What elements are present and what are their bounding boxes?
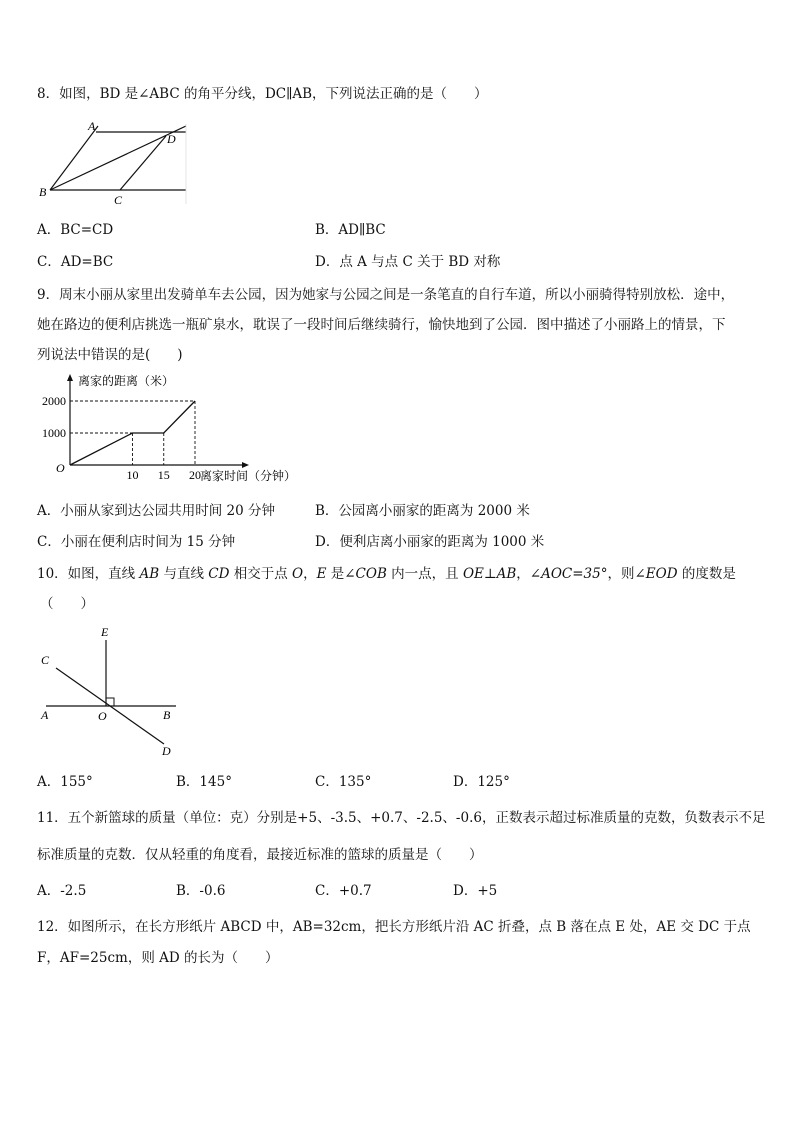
q8-option-d: D．点 A 与点 C 关于 BD 对称 <box>315 254 501 270</box>
x-tick-10: 10 <box>126 468 139 482</box>
q9-origin-label: O <box>56 461 65 475</box>
q9-option-c: C．小丽在便利店时间为 15 分钟 <box>37 534 236 550</box>
q10-label-o: O <box>98 709 107 723</box>
q10-label-a: A <box>41 708 49 722</box>
q9-x-axis-label: 离家时间（分钟） <box>200 469 297 483</box>
q10-label-c: C <box>41 653 50 667</box>
q11-stem-line2: 标准质量的克数．仅从轻重的角度看，最接近标准的篮球的质量是（ ） <box>37 847 483 863</box>
q9-option-d: D．便利店离小丽家的距离为 1000 米 <box>315 534 545 550</box>
q10-stem: 10．如图，直线 AB 与直线 CD 相交于点 O，E 是∠COB 内一点，且 OE⊥AB，∠AOC=35°，则∠EOD 的度数是 <box>37 566 736 582</box>
q11-option-c: C．+0.7 <box>315 883 372 899</box>
q8-label-c: C <box>114 193 123 207</box>
q10-answer-paren: （ ） <box>40 596 94 612</box>
q9-option-a: A．小丽从家到达公园共用时间 20 分钟 <box>37 503 276 519</box>
q10-label-d: D <box>162 744 171 758</box>
q9-y-axis-label: 离家的距离（米） <box>78 374 175 388</box>
q11-stem-line1: 11．五个新篮球的质量（单位：克）分别是+5、-3.5、+0.7、-2.5、-0.6，正数表示超过标准质量的克数，负数表示不足 <box>37 810 766 826</box>
q10-option-d: D．125° <box>453 774 510 790</box>
q10-label-e: E <box>101 625 109 639</box>
q10-option-b: B．145° <box>176 774 232 790</box>
y-tick-2000: 2000 <box>42 394 66 408</box>
q10-label-b: B <box>163 708 171 722</box>
q9-stem-line1: 9．周末小丽从家里出发骑单车去公园，因为她家与公园之间是一条笔直的自行车道，所以小丽骑得特别放松．途中， <box>37 287 735 303</box>
q9-chart <box>34 368 334 488</box>
q11-option-a: A．-2.5 <box>37 883 87 899</box>
q8-label-b: B <box>39 185 47 199</box>
q8-option-b: B．AD∥BC <box>315 222 386 238</box>
q10-option-a: A．155° <box>37 774 93 790</box>
y-axis-arrow <box>67 374 73 381</box>
q12-stem-line1: 12．如图所示，在长方形纸片 ABCD 中，AB=32cm，把长方形纸片沿 AC 折叠，点 B 落在点 E 处，AE 交 DC 于点 <box>37 919 751 935</box>
x-tick-15: 15 <box>157 468 170 482</box>
q12-stem-line2: F，AF=25cm，则 AD 的长为（ ） <box>37 950 279 966</box>
q8-option-a: A．BC=CD <box>37 222 114 238</box>
q8-label-d: D <box>167 132 176 146</box>
q9-stem-line3: 列说法中错误的是( ) <box>37 347 183 363</box>
q8-label-a: A <box>88 119 96 133</box>
x-axis-arrow <box>242 462 249 468</box>
q11-option-d: D．+5 <box>453 883 498 899</box>
y-tick-1000: 1000 <box>42 426 66 440</box>
q9-stem-line2: 她在路边的便利店挑选一瓶矿泉水，耽误了一段时间后继续骑行，愉快地到了公园．图中描述了小丽路上的情景，下 <box>37 317 726 333</box>
q10-figure <box>36 622 186 758</box>
q8-figure <box>36 114 190 208</box>
q9-option-b: B．公园离小丽家的距离为 2000 米 <box>315 503 530 519</box>
x-tick-20: 20 <box>189 468 201 482</box>
q11-option-b: B．-0.6 <box>176 883 226 899</box>
q8-option-c: C．AD=BC <box>37 254 114 270</box>
q10-option-c: C．135° <box>315 774 372 790</box>
q8-stem: 8．如图，BD 是∠ABC 的角平分线，DC∥AB，下列说法正确的是（ ） <box>37 86 488 102</box>
